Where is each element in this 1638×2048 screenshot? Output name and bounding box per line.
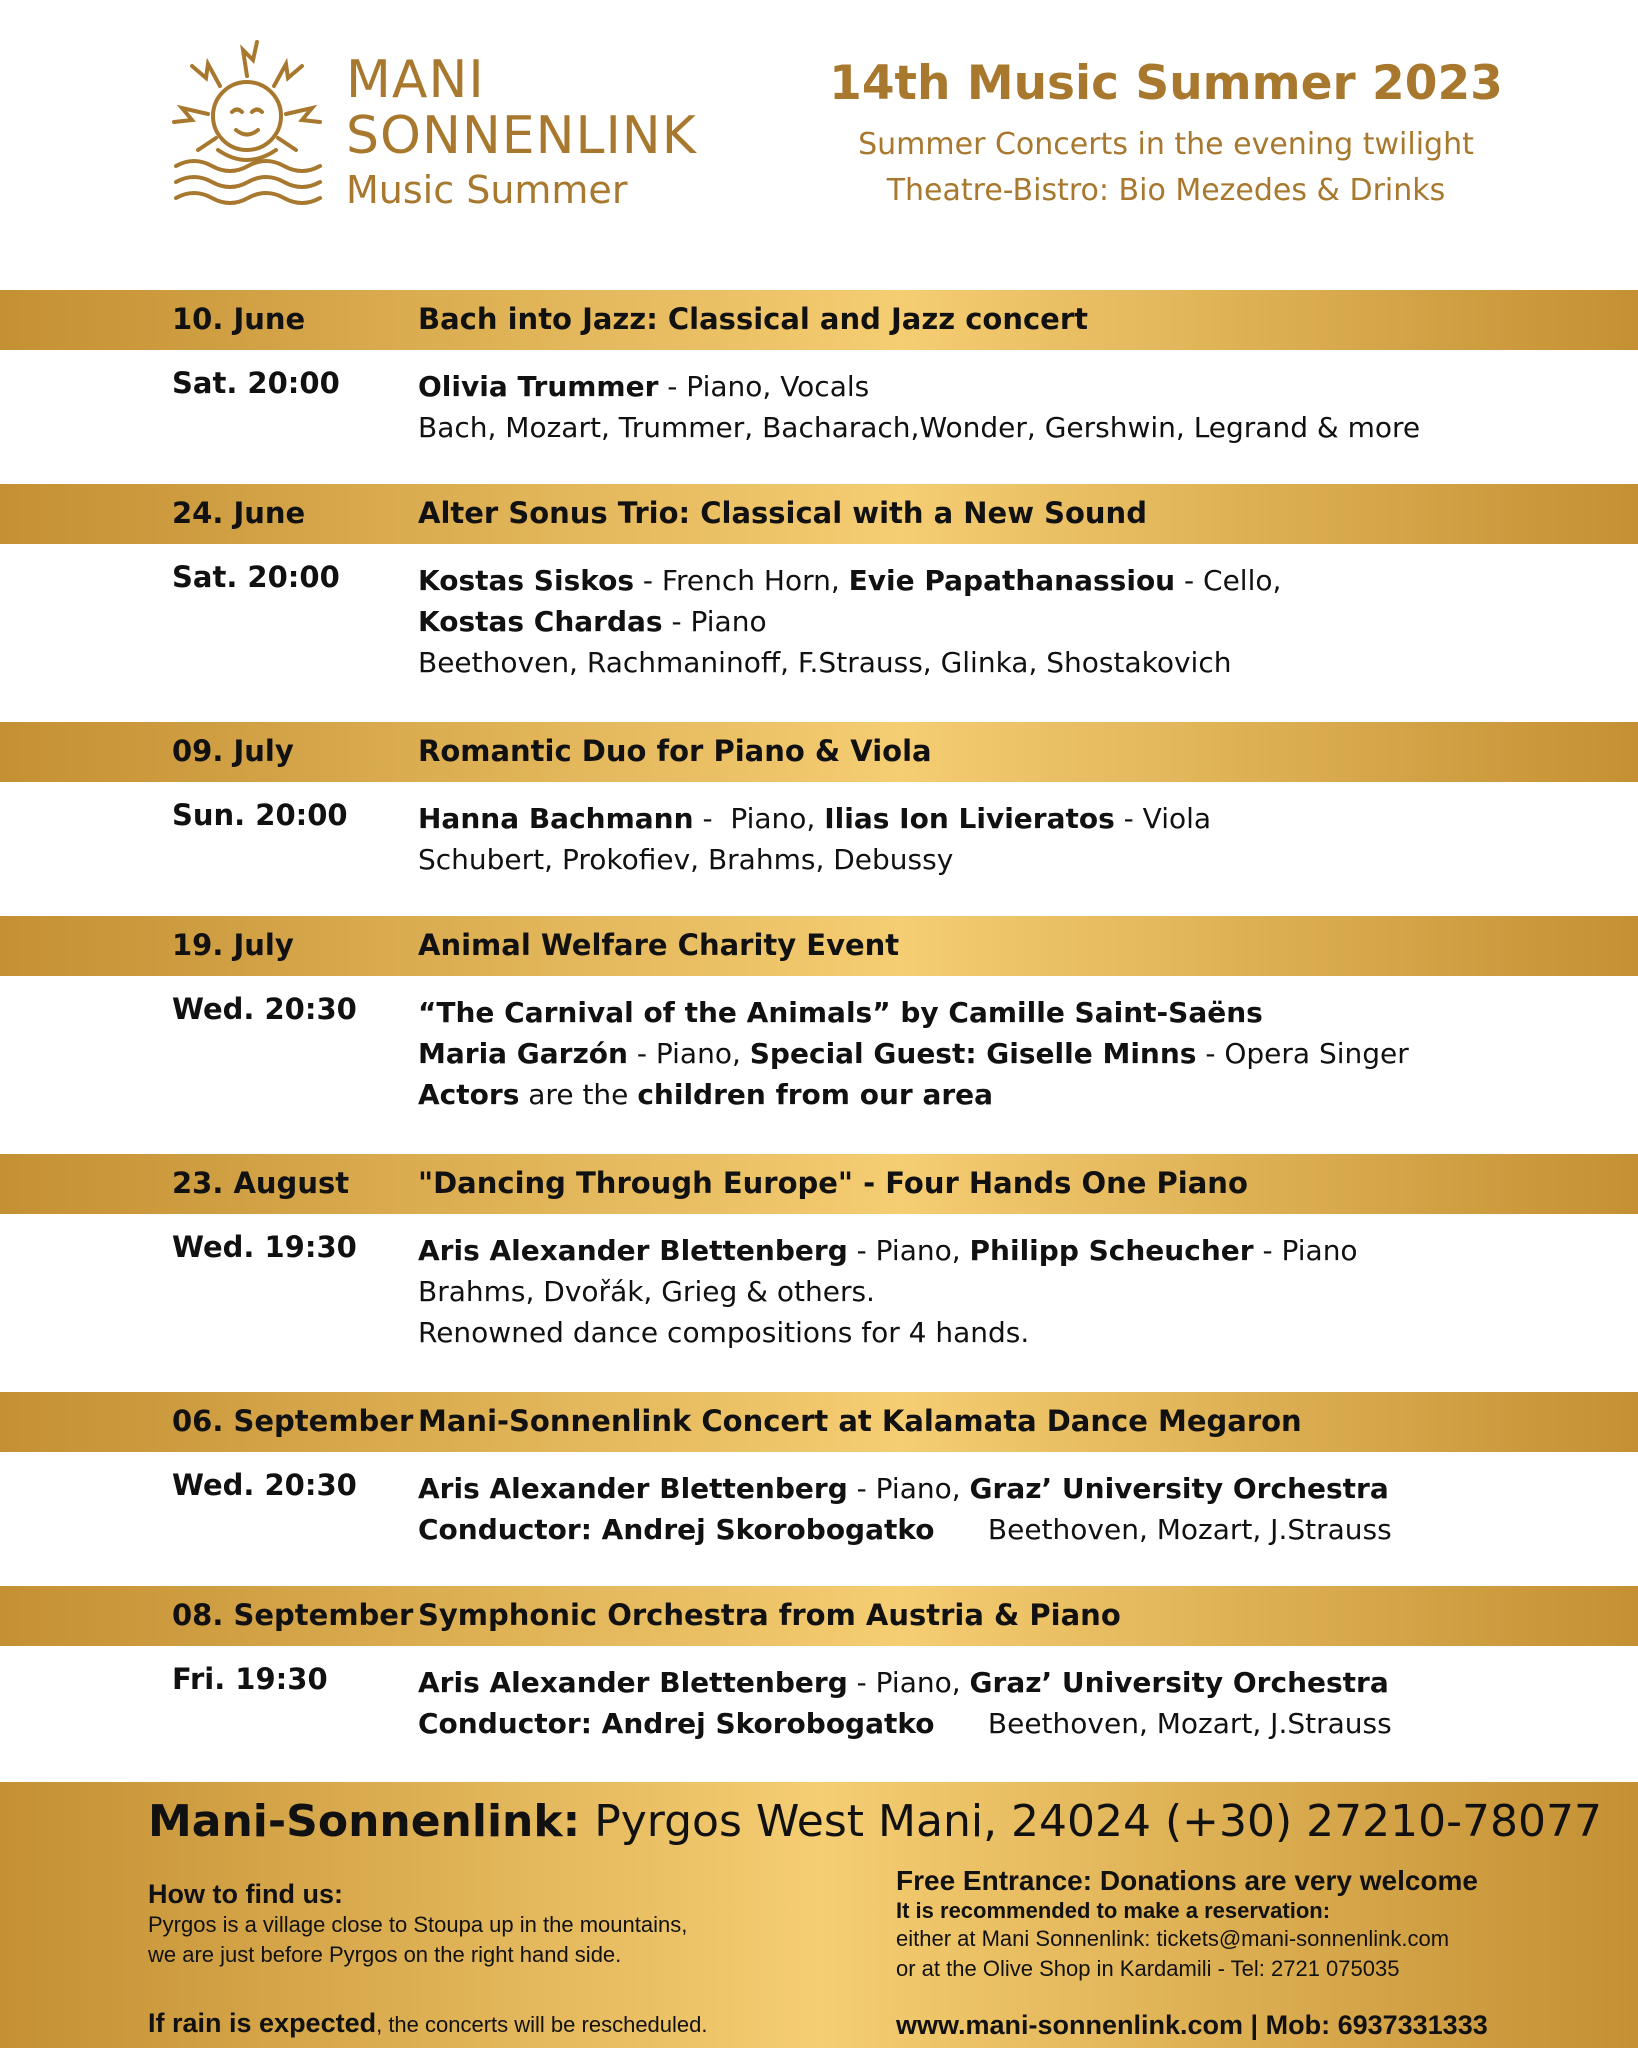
performer-name: Aris Alexander Blettenberg xyxy=(418,1666,848,1699)
directions-line: we are just before Pyrgos on the right hand side. xyxy=(148,1942,622,1967)
event-line xyxy=(418,1662,1392,1703)
event-details xyxy=(0,976,1638,1154)
performer-name: Philipp Scheucher xyxy=(969,1234,1254,1267)
event-line xyxy=(418,1312,1358,1353)
event-time: Wed. 19:30 xyxy=(172,1230,357,1264)
performer-name: Olivia Trummer xyxy=(418,370,659,403)
performer-name: Hanna Bachmann xyxy=(418,802,694,835)
event-title: Mani-Sonnenlink Concert at Kalamata Dance Megaron xyxy=(418,1404,1302,1438)
event-time: Wed. 20:30 xyxy=(172,1468,357,1502)
event-time: Fri. 19:30 xyxy=(172,1662,328,1696)
event-line xyxy=(418,560,1281,601)
rain-notice-bold: If rain is expected xyxy=(148,2008,377,2038)
event-details xyxy=(0,1214,1638,1392)
event-text: Brahms, Dvořák, Grieg & others. xyxy=(418,1275,875,1308)
event-title: Alter Sonus Trio: Classical with a New Sound xyxy=(418,496,1147,530)
event-date: 19. July xyxy=(172,928,294,962)
event-title: Bach into Jazz: Classical and Jazz concert xyxy=(418,302,1089,336)
event-time: Sun. 20:00 xyxy=(172,798,348,832)
event-text: - Piano xyxy=(1253,1234,1358,1267)
event-line xyxy=(418,366,1420,407)
performer-name: Aris Alexander Blettenberg xyxy=(418,1472,848,1505)
event-header-band xyxy=(0,1586,1638,1646)
event-description xyxy=(418,1230,1358,1353)
rain-notice xyxy=(148,2008,708,2039)
event-header-band xyxy=(0,1154,1638,1214)
event-line xyxy=(418,1033,1409,1074)
brand-line-music-summer: Music Summer xyxy=(346,168,628,212)
event-title: Symphonic Orchestra from Austria & Piano xyxy=(418,1598,1121,1632)
event-text: - Piano, xyxy=(847,1472,970,1505)
event-line xyxy=(418,1468,1392,1509)
event-description xyxy=(418,798,1211,880)
event-text: - Piano, xyxy=(847,1666,970,1699)
performer-name: Actors xyxy=(418,1078,520,1111)
event-text: - Piano, xyxy=(627,1037,750,1070)
performer-name: Graz’ University Orchestra xyxy=(969,1666,1389,1699)
entrance-note: Free Entrance: Donations are very welcome xyxy=(896,1865,1478,1896)
performer-name: Graz’ University Orchestra xyxy=(969,1472,1389,1505)
header xyxy=(0,0,1638,290)
event-description xyxy=(418,366,1420,448)
reservation-heading: It is recommended to make a reservation: xyxy=(896,1898,1331,1923)
event-text: Beethoven, Mozart, J.Strauss xyxy=(934,1513,1392,1546)
website-and-mobile: www.mani-sonnenlink.com | Mob: 6937331333 xyxy=(896,2010,1488,2040)
event-date: 09. July xyxy=(172,734,294,768)
rain-notice-text: , the concerts will be rescheduled. xyxy=(376,2012,708,2037)
performer-name: children from our area xyxy=(637,1078,994,1111)
performer-name: Aris Alexander Blettenberg xyxy=(418,1234,848,1267)
performer-name: Ilias Ion Livieratos xyxy=(824,802,1115,835)
event-title: Romantic Duo for Piano & Viola xyxy=(418,734,932,768)
event-text: - Piano, xyxy=(847,1234,970,1267)
header-title-block xyxy=(816,56,1516,214)
performer-name: Conductor: Andrej Skorobogatko xyxy=(418,1707,935,1740)
event-line xyxy=(418,992,1409,1033)
event-details xyxy=(0,1646,1638,1786)
event-line xyxy=(418,1703,1392,1744)
event-line xyxy=(418,798,1211,839)
directions-line: Pyrgos is a village close to Stoupa up in the mountains, xyxy=(148,1912,688,1937)
event-header-band xyxy=(0,1392,1638,1452)
performer-name: Conductor: Andrej Skorobogatko xyxy=(418,1513,935,1546)
page-title: 14th Music Summer 2023 xyxy=(829,56,1503,111)
event-text: - Cello, xyxy=(1175,564,1282,597)
event-line xyxy=(418,1230,1358,1271)
event-text: are the xyxy=(519,1078,638,1111)
event-line xyxy=(418,1074,1409,1115)
reservation-line: either at Mani Sonnenlink: tickets@mani-sonnenlink.com xyxy=(896,1926,1450,1951)
performer-name: Special Guest: Giselle Minns xyxy=(749,1037,1197,1070)
event-line xyxy=(418,1271,1358,1312)
venue-address: Pyrgos West Mani, 24024 (+30) 27210-78077 xyxy=(580,1796,1602,1847)
event-date: 06. September xyxy=(172,1404,414,1438)
event-description xyxy=(418,1662,1392,1744)
event-text: - French Horn, xyxy=(634,564,849,597)
performer-name: Maria Garzón xyxy=(418,1037,628,1070)
event-text: - Piano xyxy=(662,605,767,638)
event-date: 10. June xyxy=(172,302,306,336)
event-title: "Dancing Through Europe" - Four Hands One Piano xyxy=(418,1166,1248,1200)
directions-block xyxy=(148,1878,768,2038)
event-list xyxy=(0,290,1638,1786)
event-details xyxy=(0,350,1638,484)
event-header-band xyxy=(0,916,1638,976)
event-header-band xyxy=(0,722,1638,782)
event-date: 24. June xyxy=(172,496,306,530)
event-text: - Opera Singer xyxy=(1196,1037,1409,1070)
performer-name: Kostas Siskos xyxy=(418,564,635,597)
event-date: 23. August xyxy=(172,1166,350,1200)
event-text: Beethoven, Rachmaninoff, F.Strauss, Glinka, Shostakovich xyxy=(418,646,1232,679)
performer-name: “The Carnival of the Animals” by Camille Saint-Saëns xyxy=(418,996,1263,1029)
directions-heading: How to find us: xyxy=(148,1879,343,1909)
event-description xyxy=(418,560,1281,683)
event-details xyxy=(0,1452,1638,1586)
event-header-band xyxy=(0,290,1638,350)
performer-name: Kostas Chardas xyxy=(418,605,663,638)
reservation-block xyxy=(896,1864,1616,2040)
contact-line xyxy=(148,1796,1602,1847)
venue-name: Mani-Sonnenlink: xyxy=(148,1796,581,1847)
performer-name: Evie Papathanassiou xyxy=(848,564,1176,597)
event-line xyxy=(418,1509,1392,1550)
event-date: 08. September xyxy=(172,1598,414,1632)
subtitle-bistro: Theatre-Bistro: Bio Mezedes & Drinks xyxy=(886,173,1446,208)
event-details xyxy=(0,782,1638,916)
brand-line-sonnenlink: SONNENLINK xyxy=(346,106,697,166)
event-details xyxy=(0,544,1638,722)
event-text: Renowned dance compositions for 4 hands. xyxy=(418,1316,1030,1349)
event-time: Sat. 20:00 xyxy=(172,366,340,400)
event-line xyxy=(418,407,1420,448)
event-header-band xyxy=(0,484,1638,544)
event-title: Animal Welfare Charity Event xyxy=(418,928,900,962)
reservation-line: or at the Olive Shop in Kardamili - Tel: 2721 075035 xyxy=(896,1956,1400,1981)
footer xyxy=(0,1782,1638,2048)
event-text: Bach, Mozart, Trummer, Bacharach,Wonder, Gershwin, Legrand & more xyxy=(418,411,1421,444)
event-text: Schubert, Prokofiev, Brahms, Debussy xyxy=(418,843,954,876)
event-text: - Piano, Vocals xyxy=(658,370,870,403)
event-line xyxy=(418,642,1281,683)
sun-logo-icon xyxy=(168,38,326,210)
event-line xyxy=(418,839,1211,880)
event-text: Beethoven, Mozart, J.Strauss xyxy=(934,1707,1392,1740)
event-text: - Piano, xyxy=(693,802,825,835)
event-time: Wed. 20:30 xyxy=(172,992,357,1026)
event-time: Sat. 20:00 xyxy=(172,560,340,594)
brand-line-mani: MANI xyxy=(346,50,485,110)
event-line xyxy=(418,601,1281,642)
brand-wordmark xyxy=(346,52,697,212)
subtitle-concerts: Summer Concerts in the evening twilight xyxy=(858,127,1474,162)
event-text: - Viola xyxy=(1114,802,1212,835)
event-description xyxy=(418,992,1409,1115)
event-description xyxy=(418,1468,1392,1550)
